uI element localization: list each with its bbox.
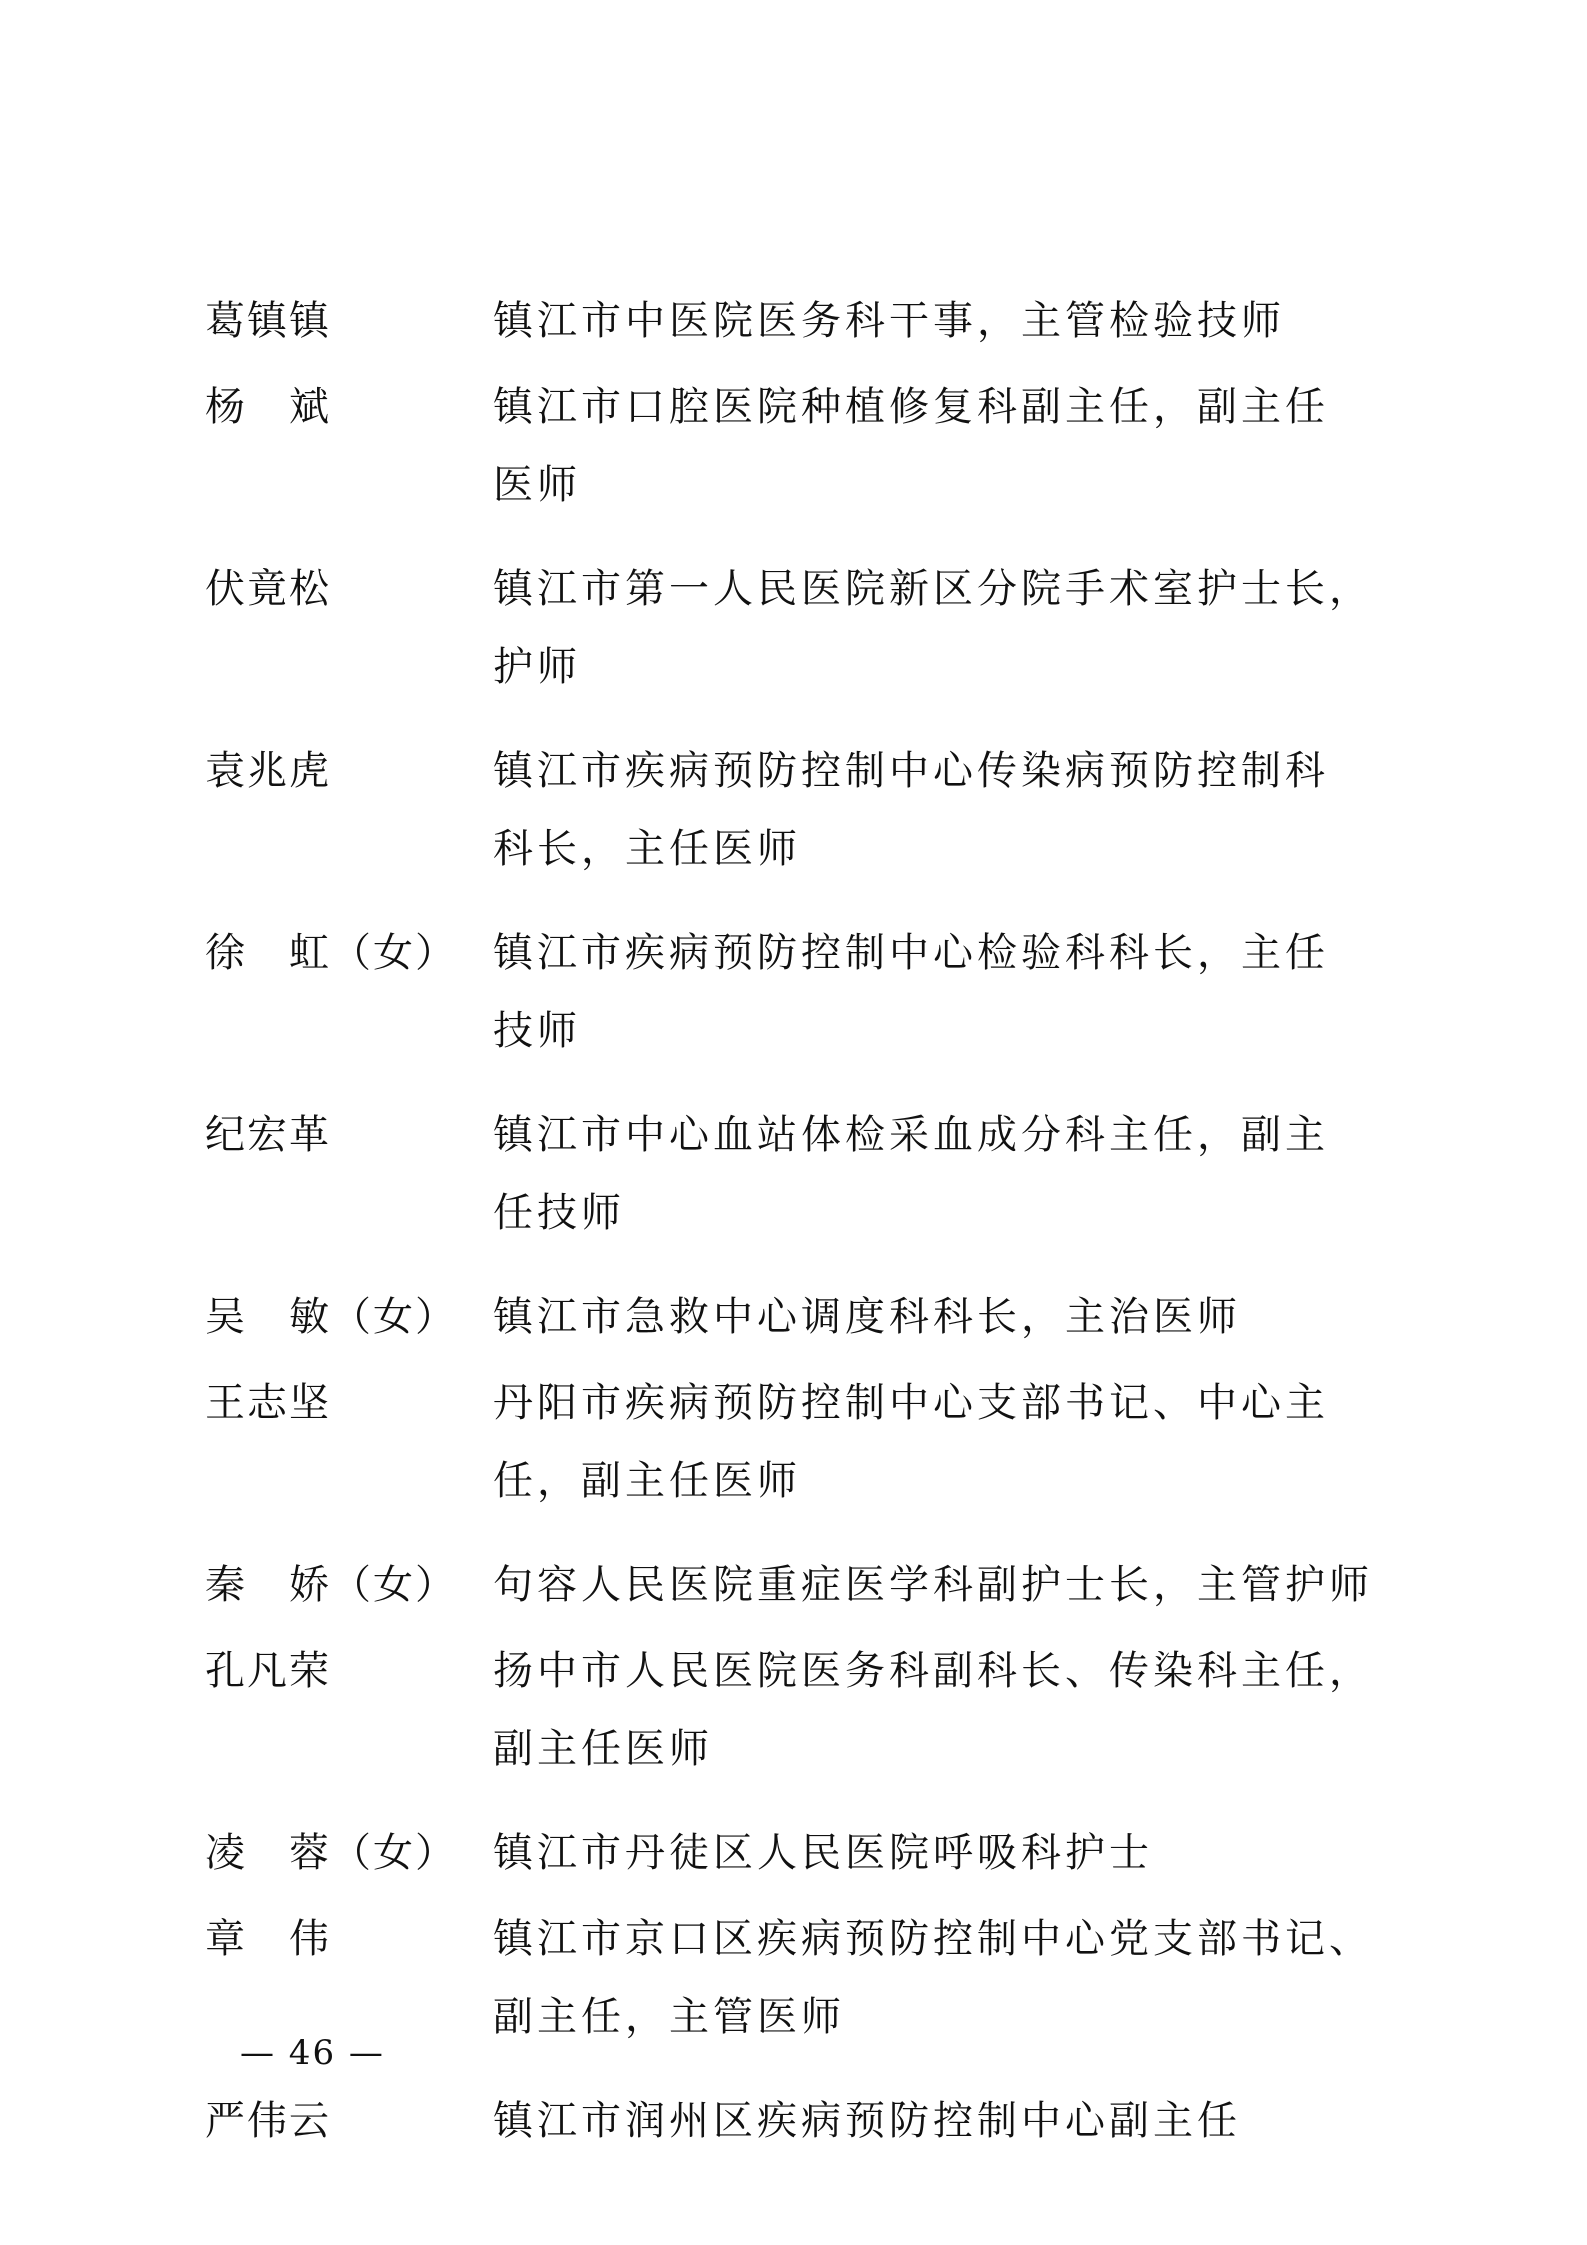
list-item	[205, 368, 1405, 524]
description-line: 任技师	[493, 1190, 625, 1236]
person-name: 秦 娇（女）	[205, 1562, 457, 1608]
description-line: 护师	[493, 644, 581, 690]
person-description	[493, 1546, 1373, 1624]
person-name: 吴 敏（女）	[205, 1294, 457, 1340]
person-description	[493, 1364, 1373, 1520]
person-description	[493, 732, 1373, 888]
person-name: 凌 蓉（女）	[205, 1830, 457, 1876]
person-name: 徐 虹（女）	[205, 930, 457, 976]
person-description	[493, 368, 1373, 524]
list-item	[205, 914, 1405, 1070]
description-line: 科长，主任医师	[493, 826, 801, 872]
description-line: 任，副主任医师	[493, 1458, 801, 1504]
description-line: 副主任医师	[493, 1726, 713, 1772]
person-name: 章 伟	[205, 1916, 331, 1962]
list-item	[205, 1900, 1405, 2056]
person-name: 杨 斌	[205, 384, 331, 430]
description-line: 镇江市疾病预防控制中心检验科科长，主任	[493, 930, 1329, 976]
list-item	[205, 1364, 1405, 1520]
list-item	[205, 1278, 1405, 1356]
person-description	[493, 2082, 1373, 2160]
person-name: 伏竟松	[205, 566, 331, 612]
person-description	[493, 1900, 1373, 2056]
list-item	[205, 1632, 1405, 1788]
list-item	[205, 550, 1405, 706]
description-line: 副主任，主管医师	[493, 1994, 845, 2040]
personnel-list	[205, 282, 1405, 2168]
person-description	[493, 1096, 1373, 1252]
person-description	[493, 914, 1373, 1070]
list-item	[205, 282, 1405, 360]
person-name: 袁兆虎	[205, 748, 331, 794]
description-line: 镇江市润州区疾病预防控制中心副主任	[493, 2098, 1241, 2144]
description-line: 镇江市疾病预防控制中心传染病预防控制科	[493, 748, 1329, 794]
person-name: 严伟云	[205, 2098, 331, 2144]
person-name: 纪宏革	[205, 1112, 331, 1158]
person-description	[493, 282, 1373, 360]
description-line: 镇江市丹徒区人民医院呼吸科护士	[493, 1830, 1153, 1876]
list-item	[205, 1546, 1405, 1624]
person-description	[493, 1814, 1373, 1892]
description-line: 句容人民医院重症医学科副护士长，主管护师	[493, 1562, 1373, 1608]
description-line: 丹阳市疾病预防控制中心支部书记、中心主	[493, 1380, 1329, 1426]
description-line: 镇江市口腔医院种植修复科副主任，副主任	[493, 384, 1329, 430]
person-description	[493, 1278, 1373, 1356]
description-line: 镇江市中医院医务科干事，主管检验技师	[493, 298, 1285, 344]
description-line: 医师	[493, 462, 581, 508]
description-line: 镇江市第一人民医院新区分院手术室护士长，	[493, 566, 1373, 612]
list-item	[205, 2082, 1405, 2160]
person-description	[493, 1632, 1373, 1788]
person-name: 孔凡荣	[205, 1648, 331, 1694]
person-name: 葛镇镇	[205, 298, 331, 344]
list-item	[205, 1814, 1405, 1892]
description-line: 镇江市急救中心调度科科长，主治医师	[493, 1294, 1241, 1340]
description-line: 扬中市人民医院医务科副科长、传染科主任，	[493, 1648, 1373, 1694]
description-line: 技师	[493, 1008, 581, 1054]
description-line: 镇江市京口区疾病预防控制中心党支部书记、	[493, 1916, 1373, 1962]
list-item	[205, 732, 1405, 888]
list-item	[205, 1096, 1405, 1252]
page-number: — 46 —	[240, 2033, 385, 2073]
description-line: 镇江市中心血站体检采血成分科主任，副主	[493, 1112, 1329, 1158]
person-name: 王志坚	[205, 1380, 331, 1426]
person-description	[493, 550, 1373, 706]
